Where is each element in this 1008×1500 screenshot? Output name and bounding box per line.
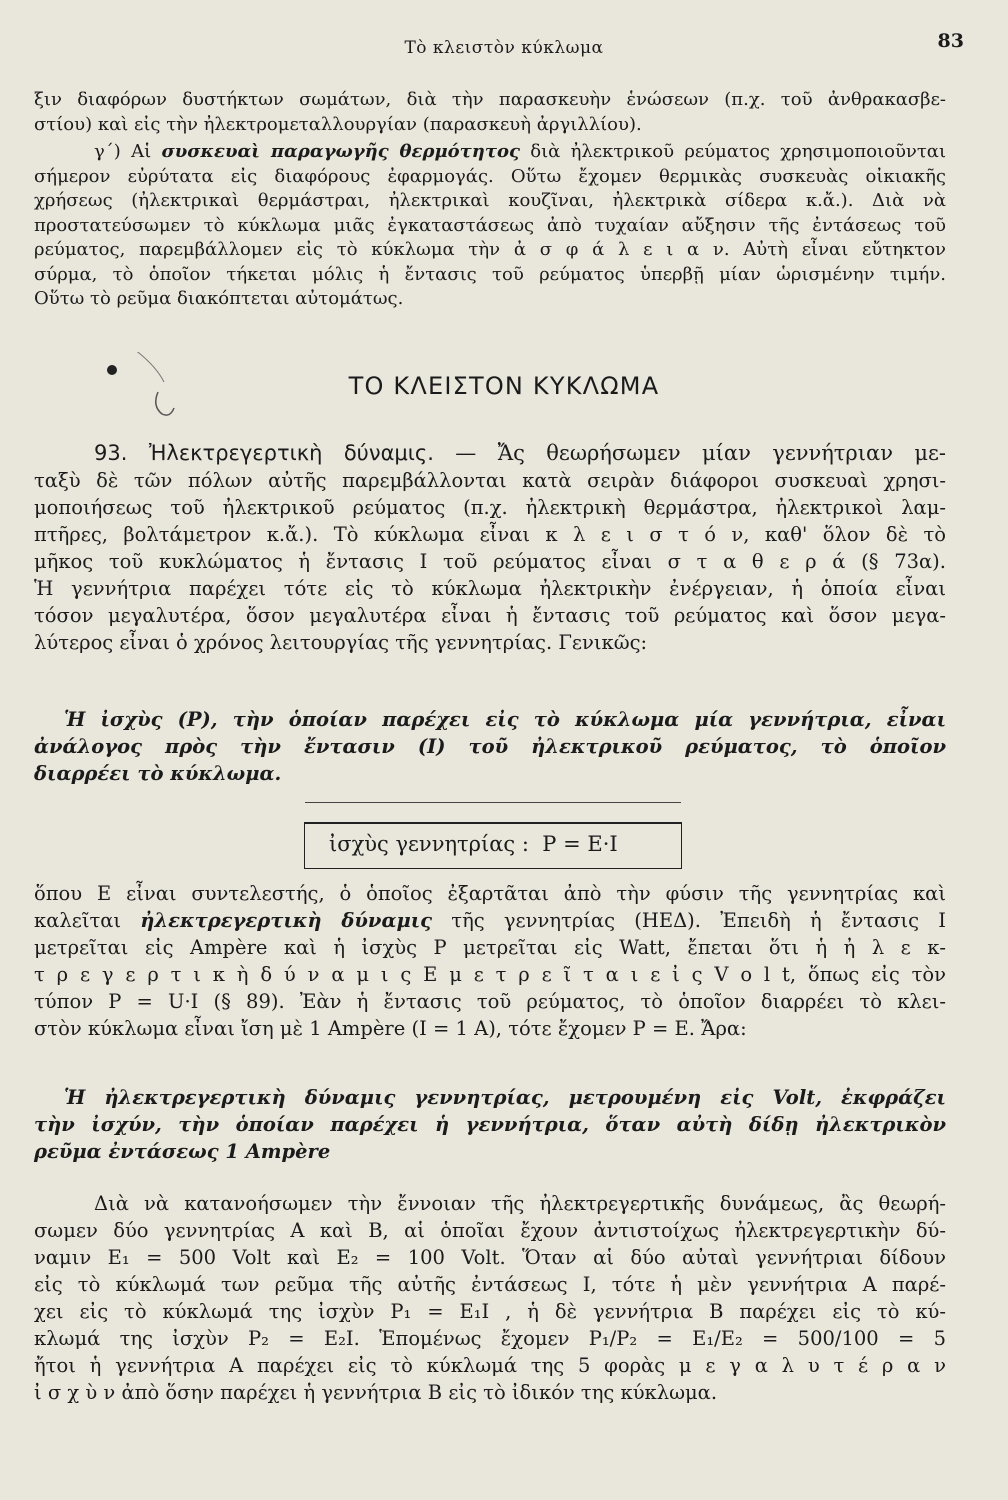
section-heading: ΤΟ ΚΛΕΙΣΤΟΝ ΚΥΚΛΩΜΑ (348, 372, 660, 400)
text-line: ἤτοι ἡ γεννήτρια A παρέχει εἰς τὸ κύκλωμά της 5 φορὰς μ ε γ α λ υ τ έ ρ α ν (34, 1354, 946, 1377)
text-line: μῆκος τοῦ κυκλώματος ἡ ἔντασις I τοῦ ρεύματος εἶναι σ τ α θ ε ρ ά (§ 73α). (34, 550, 946, 573)
emf-rest: τῆς γεννητρίας (ΗΕΔ). Ἐπειδὴ ἡ ἔντασις I (432, 909, 946, 932)
text-line: κλωμά της ἰσχὺν P₂ = E₂I. Ἑπομένως ἔχομεν P₁/P₂ = E₁/E₂ = 500/100 = 5 (34, 1327, 946, 1350)
emf-prefix: καλεῖται (34, 909, 141, 932)
formula-top-rule (305, 802, 681, 803)
text-line: ὅπου E εἶναι συντελεστής, ὁ ὁποῖος ἐξαρτᾶται ἀπὸ τὴν φύσιν τῆς γεννητρίας καὶ (34, 882, 946, 905)
text-line (34, 440, 946, 467)
section-first-rest: — Ἄς θεωρήσωμεν μίαν γεννήτριαν με- (433, 441, 946, 465)
example-paragraph (34, 1190, 946, 1406)
text-line: ρεῦμα ἐντάσεως 1 Ampère (34, 1140, 331, 1163)
text-line: σωμεν δύο γεννητρίας A καὶ B, αἱ ὁποῖαι ἔχουν ἀντιστοίχως ἠλεκτρεγερτικὴν δύ- (34, 1219, 946, 1242)
formula-label: ἰσχὺς γεννητρίας : (329, 832, 529, 856)
text-line: λύτερος εἶναι ὁ χρόνος λειτουργίας τῆς γεννητρίας. Γενικῶς: (34, 631, 648, 654)
text-line: Οὕτω τὸ ρεῦμα διακόπτεται αὐτομάτως. (34, 288, 404, 309)
text-line: τ ρ ε γ ε ρ τ ι κ ὴ δ ύ ν α μ ι ς E μ ε τ ρ ε ῖ τ α ι ε ἰ ς V o l t, ὅπως εἰς τὸν (34, 963, 946, 986)
section-93-paragraph (34, 440, 946, 656)
text-line: τόσον μεγαλυτέρα, ὅσον μεγαλυτέρα εἶναι ἡ ἔντασις τοῦ ρεύματος καὶ ὅσον μεγα- (34, 604, 946, 627)
text-line: Ἡ ἰσχὺς (P), τὴν ὁποίαν παρέχει εἰς τὸ κύκλωμα μία γεννήτρια, εἶναι (64, 708, 946, 731)
rule-emf-statement (34, 1084, 946, 1165)
text-line: Ἡ ἠλεκτρεγερτικὴ δύναμις γεννητρίας, μετρουμένη εἰς Volt, ἐκφράζει (64, 1086, 946, 1109)
text-line (34, 140, 946, 165)
text-line: σήμερον εὐρύτατα εἰς διαφόρους ἐφαρμογάς. Οὕτω ἔχομεν θερμικὰς συσκευὰς οἰκιακῆς (34, 165, 946, 187)
emf-emphasis: ἠλεκτρεγερτικὴ δύναμις (140, 909, 433, 932)
text-line: προστατεύσωμεν τὸ κύκλωμα μιᾶς ἐγκαταστάσεως ἀπὸ τυχαίαν αὔξησιν τῆς ἐντάσεως τοῦ (34, 214, 946, 236)
section-number: 93. (94, 441, 128, 465)
text-line: Διὰ νὰ κατανοήσωμεν τὴν ἔννοιαν τῆς ἠλεκτρεγερτικῆς δυνάμεως, ἂς θεωρή- (94, 1192, 946, 1215)
gamma-emphasis: συσκευαὶ παραγωγῆς θερμότητος (161, 141, 520, 162)
text-line: ἰ σ χ ὺ ν ἀπὸ ὅσην παρέχει ἡ γεννήτρια B εἰς τὸ ἰδικόν της κύκλωμα. (34, 1381, 718, 1404)
text-line (34, 907, 946, 934)
text-line: ἀνάλογος πρὸς τὴν ἔντασιν (I) τοῦ ἠλεκτρικοῦ ρεύματος, τὸ ὁποῖον (34, 735, 946, 758)
text-line: στίου) καὶ εἰς τὴν ἠλεκτρομεταλλουργίαν (παρασκευὴ ἀργιλλίου). (34, 113, 642, 135)
text-line: ξιν διαφόρων δυστήκτων σωμάτων, διὰ τὴν παρασκευὴν ἑνώσεων (π.χ. τοῦ ἀνθρακασβε- (34, 89, 946, 110)
text-line: χρήσεως (ἠλεκτρικαὶ θερμάστραι, ἠλεκτρικαὶ κουζῖναι, ἠλεκτρικὰ σίδερα κ.ἄ.). Διὰ νὰ (34, 190, 946, 211)
intro-paragraph (34, 88, 946, 137)
gamma-rest: διὰ ἠλεκτρικοῦ ρεύματος χρησιμοποιοῦνται (519, 141, 947, 162)
text-line: διαρρέει τὸ κύκλωμα. (34, 762, 282, 785)
section-title: Ἠλεκτρεγερτικὴ δύναμις. (148, 441, 434, 465)
emf-definition-paragraph (34, 880, 946, 1042)
text-line: Ἡ γεννήτρια παρέχει τότε εἰς τὸ κύκλωμα ἠλεκτρικὴν ἐνέργειαν, ἡ ὁποία εἶναι (34, 577, 946, 600)
page-number: 83 (937, 30, 964, 52)
text-line: χει εἰς τὸ κύκλωμά της ἰσχὺν P₁ = E₁I , ἡ δὲ γεννήτρια B παρέχει εἰς τὸ κύ- (34, 1300, 946, 1323)
formula-expression: P = E·I (542, 832, 618, 856)
text-line: ναμιν E₁ = 500 Volt καὶ E₂ = 100 Volt. Ὅταν αἱ δύο αὐταὶ γεννήτριαι δίδουν (34, 1246, 946, 1269)
text-line: ρεύματος, παρεμβάλλομεν εἰς τὸ κύκλωμα τὴν ἀ σ φ ά λ ε ι α ν. Αὐτὴ εἶναι εὔτηκτον (34, 239, 946, 260)
text-line: μοποιήσεως τοῦ ἠλεκτρικοῦ ρεύματος (π.χ. ἠλεκτρικὴ θερμάστρα, ἠλεκτρικοὶ λαμ- (34, 496, 946, 519)
text-line: τύπον P = U·I (§ 89). Ἐὰν ἡ ἔντασις τοῦ ρεύματος, τὸ ὁποῖον διαρρέει τὸ κλει- (34, 990, 946, 1013)
text-line: σύρμα, τὸ ὁποῖον τήκεται μόλις ἡ ἔντασις τοῦ ρεύματος ὑπερβῇ μίαν ὡρισμένην τιμήν. (34, 263, 946, 285)
text-line: ταξὺ δὲ τῶν πόλων αὐτῆς παρεμβάλλονται κατὰ σειρὰν διάφοροι συσκευαὶ χρησι- (34, 469, 946, 492)
text-line: στὸν κύκλωμα εἶναι ἴση μὲ 1 Ampère (I = 1 A), τότε ἔχομεν P = E. Ἄρα: (34, 1017, 747, 1040)
gamma-paragraph (34, 140, 946, 312)
text-line: τὴν ἰσχύν, τὴν ὁποίαν παρέχει ἡ γεννήτρια, ὅταν αὐτὴ δίδῃ ἠλεκτρικὸν (34, 1113, 946, 1136)
text-line: μετρεῖται εἰς Ampère καὶ ἡ ἰσχὺς P μετρεῖται εἰς Watt, ἔπεται ὅτι ἡ ἠ λ ε κ- (34, 936, 946, 959)
formula-text (329, 832, 618, 856)
text-line: εἰς τὸ κύκλωμά των ρεῦμα τῆς αὐτῆς ἐντάσεως I, τότε ἡ μὲν γεννήτρια A παρέ- (34, 1273, 946, 1296)
gamma-prefix: γ΄) Αἱ (94, 141, 162, 162)
rule-power-statement (34, 706, 946, 787)
text-line: πτῆρες, βολτάμετρον κ.ἄ.). Τὸ κύκλωμα εἶναι κ λ ε ι σ τ ό ν, καθ' ὅλον δὲ τὸ (34, 523, 946, 546)
formula-box (304, 822, 682, 869)
running-title: Τὸ κλειστὸν κύκλωμα (404, 38, 604, 58)
